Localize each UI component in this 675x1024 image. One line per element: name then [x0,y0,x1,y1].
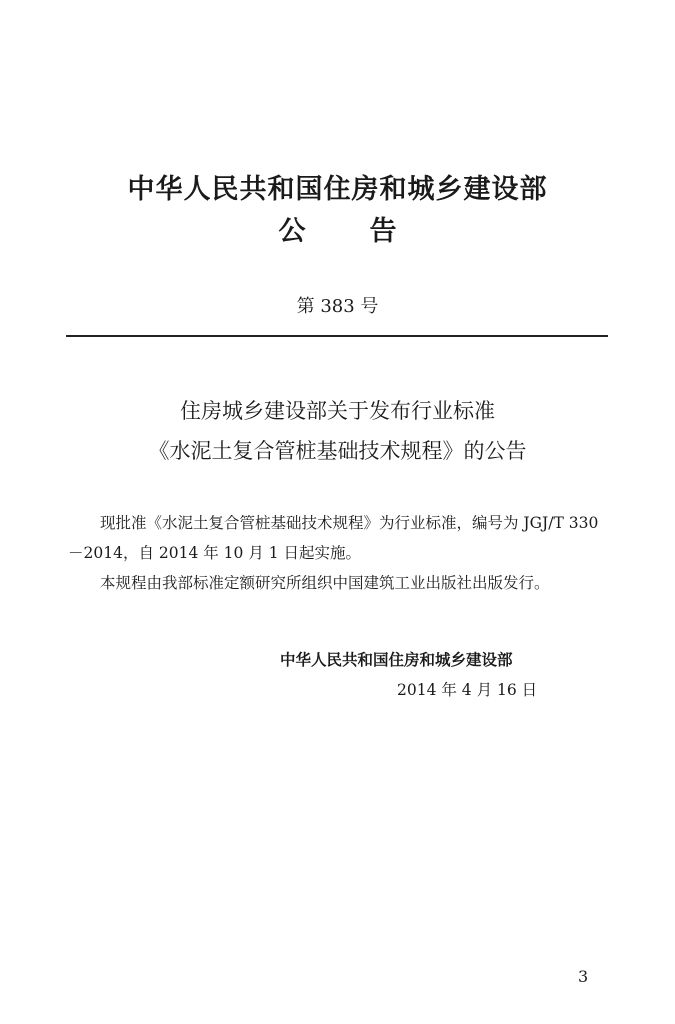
paragraph-1-text: 现批准《水泥土复合管桩基础技术规程》为行业标准，编号为 JGJ/T 330－2014，自 2014 年 10 月 1 日起实施。 [68,514,599,562]
ministry-heading: 中华人民共和国住房和城乡建设部 [127,174,548,205]
paragraph-2-text: 本规程由我部标准定额研究所组织中国建筑工业出版社出版发行。 [100,574,550,592]
body-paragraph-2 [68,568,613,598]
notice-number: 第 383 号 [296,296,379,317]
page-number: 3 [578,967,589,986]
horizontal-rule [66,335,608,337]
document-title-line-1: 住房城乡建设部关于发布行业标准 [180,399,495,423]
notice-heading: 公告 [278,216,461,247]
body-paragraph-1 [68,508,613,568]
document-title-line-2: 《水泥土复合管桩基础技术规程》的公告 [148,439,527,463]
issuer-signature: 中华人民共和国住房和城乡建设部 [280,651,513,669]
issue-date: 2014 年 4 月 16 日 [397,681,538,699]
